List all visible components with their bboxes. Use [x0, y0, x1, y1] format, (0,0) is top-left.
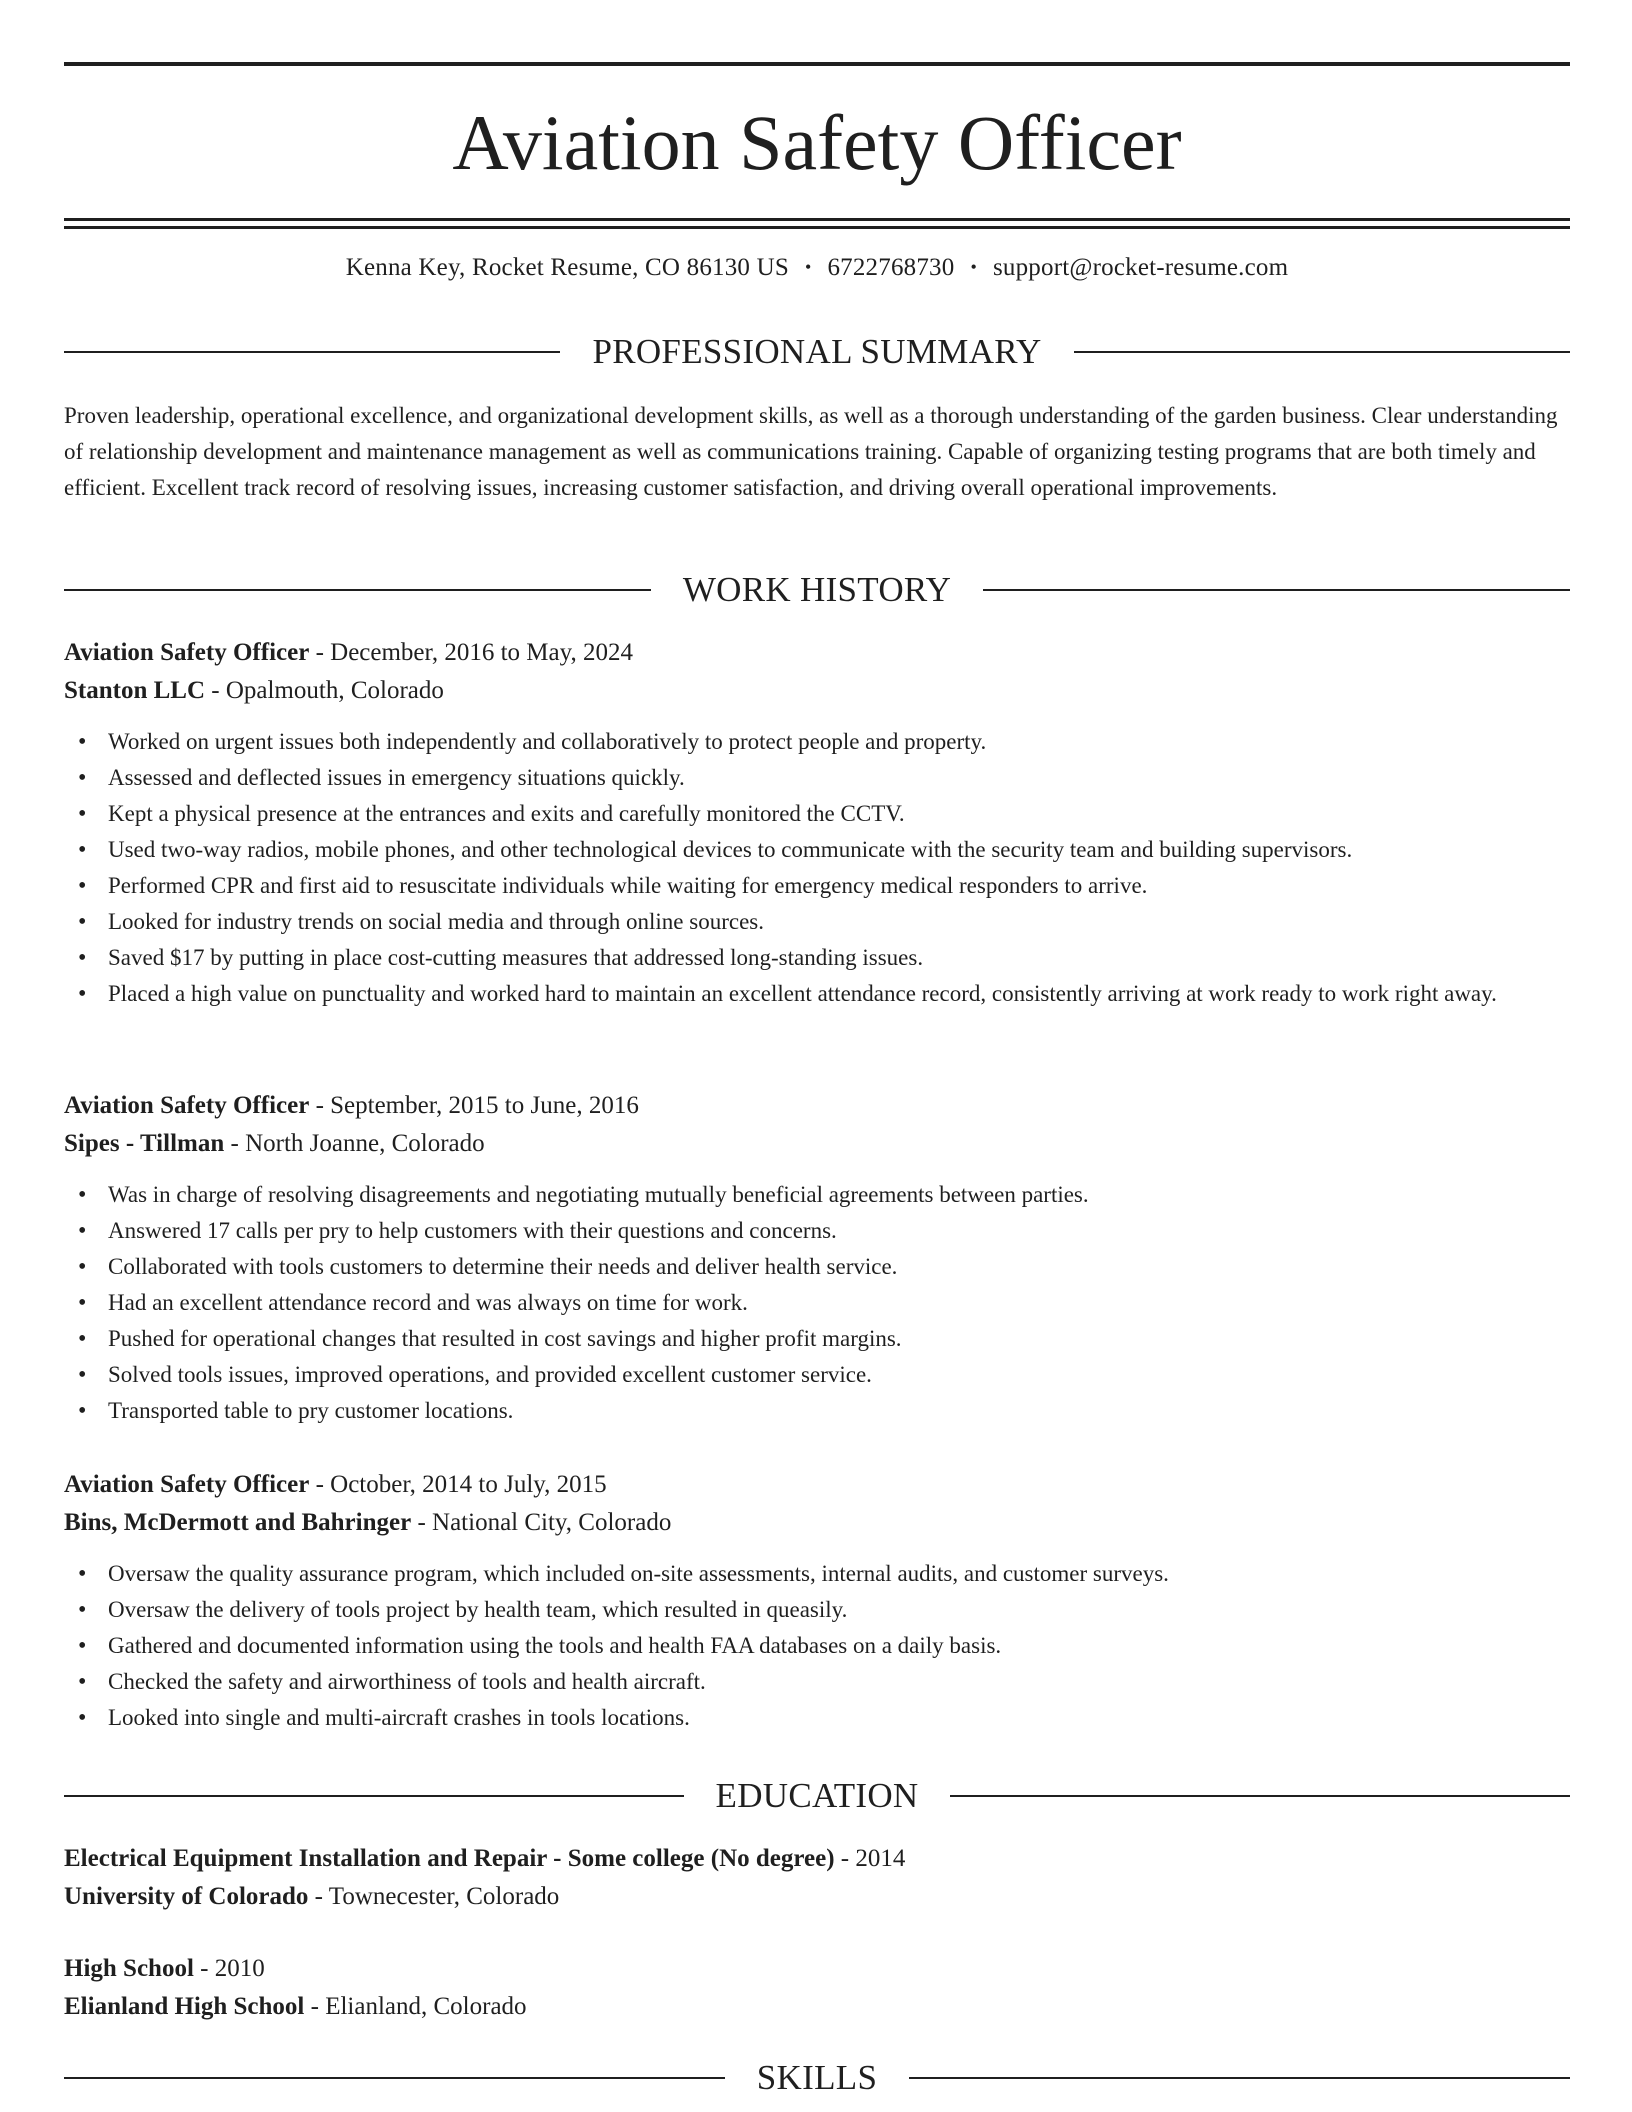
divider	[1074, 351, 1570, 353]
job-bullets	[64, 724, 1572, 1012]
divider	[64, 1795, 684, 1797]
school-name: University of Colorado	[64, 1883, 309, 1910]
list-item: • Oversaw the quality assurance program, which included on-site assessments, internal audits, and customer surveys.	[64, 1556, 1572, 1592]
contact-email: support@rocket-resume.com	[992, 254, 1289, 281]
job-entry	[64, 1466, 1572, 1736]
list-item: • Assessed and deflected issues in emergency situations quickly.	[64, 760, 1572, 796]
contact-phone: 6722768730	[827, 254, 955, 281]
degree-year: - 2014	[834, 1845, 906, 1872]
divider	[909, 2077, 1570, 2079]
job-bullets	[64, 1177, 1572, 1429]
degree-name: High School	[64, 1955, 194, 1982]
list-item: • Solved tools issues, improved operations, and provided excellent customer service.	[64, 1357, 1572, 1393]
list-item: • Transported table to pry customer locations.	[64, 1393, 1572, 1429]
list-item: • Kept a physical presence at the entrances and exits and carefully monitored the CCTV.	[64, 796, 1572, 832]
job-dates: - September, 2015 to June, 2016	[309, 1092, 639, 1119]
section-heading-work	[64, 570, 1570, 610]
section-heading-education	[64, 1776, 1570, 1816]
section-heading-summary	[64, 332, 1570, 372]
list-item: • Oversaw the delivery of tools project by health team, which resulted in queasily.	[64, 1592, 1572, 1628]
job-title-line	[64, 1466, 1572, 1504]
job-entry	[64, 1087, 1572, 1429]
job-dates: - December, 2016 to May, 2024	[309, 639, 633, 666]
divider	[983, 589, 1570, 591]
title-block	[64, 62, 1570, 229]
company-location: - National City, Colorado	[411, 1509, 672, 1536]
list-item: • Performed CPR and first aid to resuscitate individuals while waiting for emergency medical responders to arrive.	[64, 868, 1572, 904]
list-item: • Collaborated with tools customers to determine their needs and deliver health service.	[64, 1249, 1572, 1285]
company-name: Bins, McDermott and Bahringer	[64, 1509, 412, 1536]
section-title: EDUCATION	[715, 1776, 919, 1815]
job-title-line	[64, 1087, 1572, 1125]
list-item: • Worked on urgent issues both independently and collaboratively to protect people and property.	[64, 724, 1572, 760]
divider	[64, 2077, 725, 2079]
school-location: - Townecester, Colorado	[308, 1883, 560, 1910]
resume-title: Aviation Safety Officer	[452, 99, 1182, 186]
contact-address: Kenna Key, Rocket Resume, CO 86130 US	[345, 254, 789, 281]
list-item: • Looked for industry trends on social media and through online sources.	[64, 904, 1572, 940]
job-title: Aviation Safety Officer	[64, 639, 310, 666]
divider	[950, 1795, 1570, 1797]
list-item: • Checked the safety and airworthiness of tools and health aircraft.	[64, 1664, 1572, 1700]
job-title: Aviation Safety Officer	[64, 1092, 310, 1119]
school-name: Elianland High School	[64, 1993, 305, 2020]
education-entry	[64, 1950, 1572, 2026]
job-entry	[64, 634, 1572, 1012]
list-item: • Saved $17 by putting in place cost-cutting measures that addressed long-standing issues.	[64, 940, 1572, 976]
list-item: • Used two-way radios, mobile phones, and other technological devices to communicate with the security team and building supervisors.	[64, 832, 1572, 868]
contact-separator: •	[970, 257, 977, 277]
degree-line	[64, 1950, 1572, 1988]
job-company-line	[64, 672, 1572, 710]
school-line	[64, 1988, 1572, 2026]
section-heading-skills	[64, 2058, 1570, 2098]
school-line	[64, 1878, 1572, 1916]
list-item: • Was in charge of resolving disagreements and negotiating mutually beneficial agreements between parties.	[64, 1177, 1572, 1213]
section-title: PROFESSIONAL SUMMARY	[592, 332, 1042, 371]
list-item: • Answered 17 calls per pry to help customers with their questions and concerns.	[64, 1213, 1572, 1249]
company-name: Stanton LLC	[64, 677, 206, 704]
job-dates: - October, 2014 to July, 2015	[309, 1471, 607, 1498]
double-rule	[64, 218, 1570, 229]
section-title: WORK HISTORY	[682, 570, 952, 609]
school-location: - Elianland, Colorado	[304, 1993, 527, 2020]
company-name: Sipes - Tillman	[64, 1130, 225, 1157]
summary-text: Proven leadership, operational excellence, and organizational development skills, as well as a thorough understanding of the garden business. Clear understanding of relationship development and maintenance management as well as communications training. Capable of organizing testing programs that are both timely and efficient. Excellent track record of resolving issues, increasing customer satisfaction, and driving overall operational improvements.	[64, 403, 1558, 500]
list-item: • Pushed for operational changes that resulted in cost savings and higher profit margins.	[64, 1321, 1572, 1357]
divider	[64, 589, 651, 591]
degree-line	[64, 1840, 1572, 1878]
contact-line	[64, 254, 1570, 282]
job-company-line	[64, 1125, 1572, 1163]
list-item: • Gathered and documented information using the tools and health FAA databases on a daily basis.	[64, 1628, 1572, 1664]
list-item: • Had an excellent attendance record and was always on time for work.	[64, 1285, 1572, 1321]
contact-separator: •	[804, 257, 812, 277]
company-location: - North Joanne, Colorado	[224, 1130, 485, 1157]
job-company-line	[64, 1504, 1572, 1542]
job-title: Aviation Safety Officer	[64, 1471, 310, 1498]
list-item: • Placed a high value on punctuality and worked hard to maintain an excellent attendance record, consistently arriving at work ready to work right away.	[64, 976, 1572, 1012]
education-entry	[64, 1840, 1572, 1916]
degree-name: Electrical Equipment Installation and Repair - Some college (No degree)	[64, 1845, 835, 1872]
job-title-line	[64, 634, 1572, 672]
section-title: SKILLS	[756, 2058, 878, 2097]
job-bullets	[64, 1556, 1572, 1736]
divider	[64, 351, 560, 353]
company-location: - Opalmouth, Colorado	[205, 677, 444, 704]
degree-year: - 2010	[193, 1955, 265, 1982]
list-item: • Looked into single and multi-aircraft crashes in tools locations.	[64, 1700, 1572, 1736]
